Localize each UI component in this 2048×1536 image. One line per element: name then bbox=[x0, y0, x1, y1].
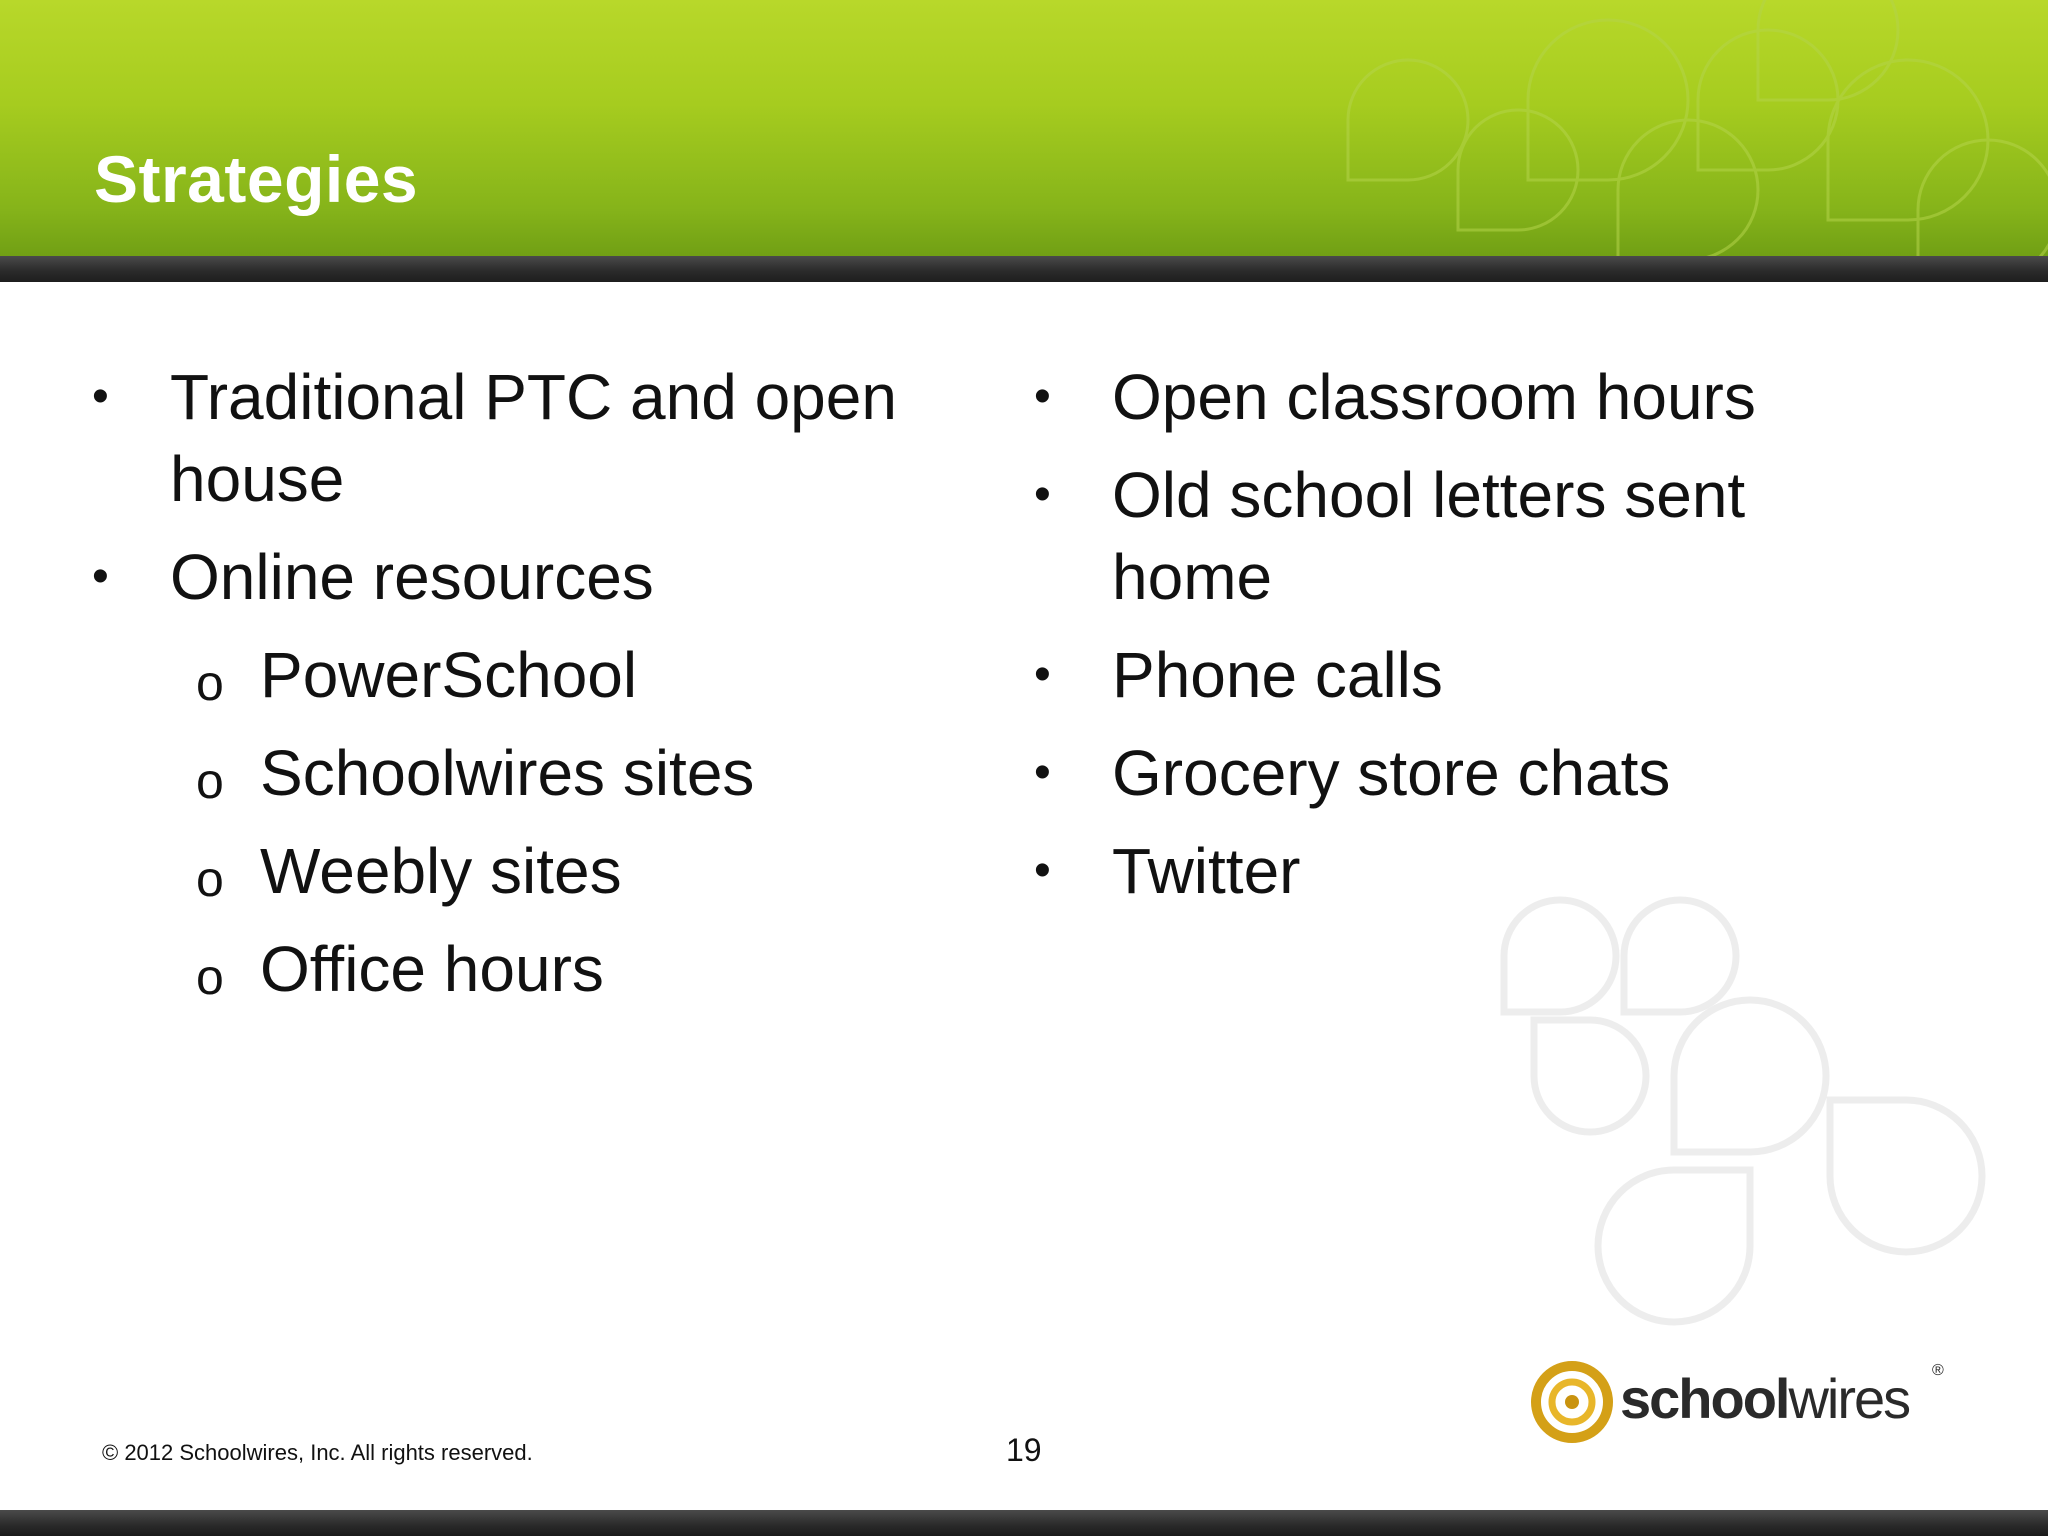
list-item-text: Phone calls bbox=[1112, 639, 1443, 711]
header-banner bbox=[0, 0, 2048, 260]
sub-list-item-text: Weebly sites bbox=[260, 835, 622, 907]
list-item bbox=[1034, 732, 1914, 814]
right-bullet-list bbox=[1034, 356, 1914, 928]
registered-mark: ® bbox=[1932, 1362, 1944, 1379]
list-item bbox=[92, 536, 992, 618]
footer-bar bbox=[0, 1510, 2048, 1536]
sub-list-item bbox=[92, 928, 992, 1010]
list-item-text: Online resources bbox=[170, 541, 654, 613]
page-number: 19 bbox=[1006, 1432, 1042, 1468]
circle-bullet-icon: o bbox=[196, 851, 224, 907]
list-item bbox=[1034, 634, 1914, 716]
left-bullet-list bbox=[92, 356, 992, 1026]
logo-wordmark: schoolwires bbox=[1620, 1367, 1910, 1430]
header-divider-bar bbox=[0, 256, 2048, 282]
list-item bbox=[92, 356, 992, 520]
bullet-icon: • bbox=[1034, 746, 1051, 799]
schoolwires-logo bbox=[1530, 1360, 1950, 1444]
bullet-icon: • bbox=[1034, 468, 1051, 521]
list-item bbox=[1034, 356, 1914, 438]
decorative-pattern bbox=[1048, 0, 2048, 260]
list-item-text: Traditional PTC and open house bbox=[170, 361, 897, 515]
sub-list-item bbox=[92, 634, 992, 716]
bullet-icon: • bbox=[1034, 844, 1051, 897]
sub-list-item-text: Schoolwires sites bbox=[260, 737, 755, 809]
circle-bullet-icon: o bbox=[196, 655, 224, 711]
list-item-text: Grocery store chats bbox=[1112, 737, 1671, 809]
circle-bullet-icon: o bbox=[196, 753, 224, 809]
list-item-text: Open classroom hours bbox=[1112, 361, 1756, 433]
list-item-text: Old school letters sent home bbox=[1112, 459, 1746, 613]
sub-list-item-text: PowerSchool bbox=[260, 639, 638, 711]
list-item bbox=[1034, 454, 1914, 618]
list-item-text: Twitter bbox=[1112, 835, 1301, 907]
sub-list-item bbox=[92, 732, 992, 814]
copyright-text: © 2012 Schoolwires, Inc. All rights reserved. bbox=[102, 1440, 533, 1465]
bullet-icon: • bbox=[92, 370, 109, 423]
sub-list-item bbox=[92, 830, 992, 912]
bullet-icon: • bbox=[92, 550, 109, 603]
logo-ring-icon bbox=[1530, 1360, 1614, 1444]
sub-list-item-text: Office hours bbox=[260, 933, 604, 1005]
bullet-icon: • bbox=[1034, 648, 1051, 701]
slide-title: Strategies bbox=[94, 142, 419, 216]
bullet-icon: • bbox=[1034, 370, 1051, 423]
watermark-pattern-icon bbox=[1450, 880, 2010, 1340]
circle-bullet-icon: o bbox=[196, 949, 224, 1005]
